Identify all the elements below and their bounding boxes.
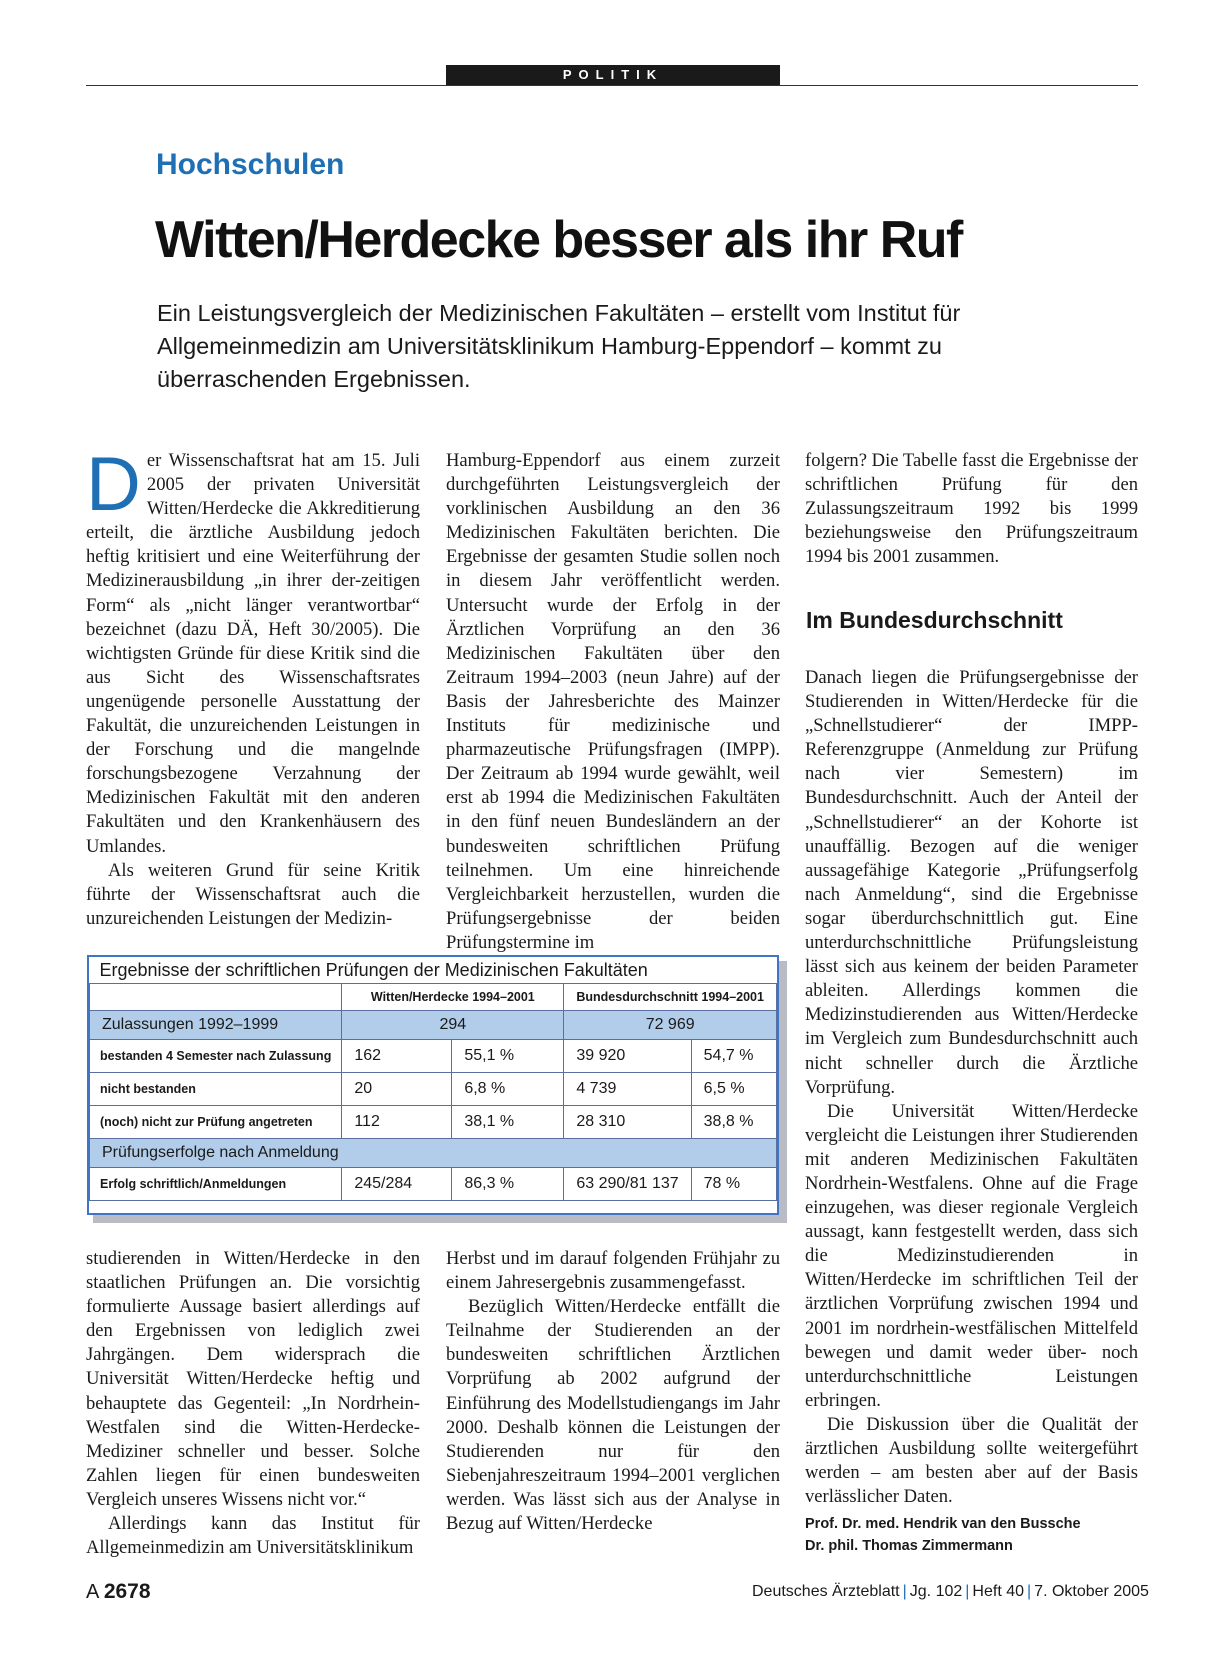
journal-name: Deutsches Ärzteblatt: [752, 1583, 900, 1600]
page-prefix: A: [86, 1581, 99, 1603]
table-cell: 6,8 %: [452, 1073, 564, 1106]
column-3-main: [805, 666, 1138, 1509]
separator: |: [1027, 1583, 1032, 1600]
table-row: [90, 1106, 777, 1139]
table-cell: 39 920: [564, 1040, 691, 1073]
table-cell: 4 739: [564, 1073, 691, 1106]
author-name: Prof. Dr. med. Hendrik van den Bussche: [805, 1516, 1081, 1532]
table-cell: 245/284: [342, 1168, 452, 1201]
article-lead: Ein Leistungsvergleich der Medizinischen Fakultäten – erstellt vom Institut für Allgemeinmedizin am Universitätsklinikum Hamburg-Eppendorf – kommt zu überraschenden Ergebnissen.: [157, 300, 961, 392]
separator: |: [902, 1583, 907, 1600]
column-2-top: [446, 449, 780, 955]
table-title: Ergebnisse der schriftlichen Prüfungen der Medizinischen Fakultäten: [99, 959, 648, 980]
paragraph: folgern? Die Tabelle fasst die Ergebnisse der schriftlichen Prüfung für den Zulassungszeitraum 1992 bis 1999 beziehungsweise den Prüfungszeitraum 1994 bis 2001 zusammen.: [805, 450, 1138, 568]
table-band-label: Prüfungserfolge nach Anmeldung: [90, 1139, 777, 1168]
paragraph: Danach liegen die Prüfungsergebnisse der Studierenden in Witten/Herdecke für die „Schnellstudierer“ der IMPP-Referenzgruppe (Anmeldung zur Prüfung nach vier Semestern) im Bundesdurchschnitt. Auch der Anteil der „Schnellstudierer“ an der Kohorte ist unauffällig. Bezogen auf die weniger aussagefähige Kategorie „Prüfungserfolg nach Anmeldung“, sind die Ergebnisse sogar überdurchschnittlich gut. Eine unterdurchschnittliche Prüfungsleistung lässt sich aus keinem der beiden Parameter ableiten. Allerdings kommen die Medizinstudierenden aus Witten/Herdecke im Vergleich zum Bundesdurchschnitt auch nicht schneller durch die Ärztliche Vorprüfung.: [805, 667, 1138, 1098]
paragraph: [86, 442, 420, 859]
table-band-row: [90, 1139, 777, 1168]
table-row-label: nicht bestanden: [90, 1073, 342, 1106]
table-cell: 38,8 %: [691, 1106, 776, 1139]
table-cell: 162: [342, 1040, 452, 1073]
table-row-label: bestanden 4 Semester nach Zulassung: [90, 1040, 342, 1073]
table-header-empty: [90, 984, 342, 1011]
article-headline: Witten/Herdecke besser als ihr Ruf: [155, 211, 962, 269]
page-number-value: 2678: [103, 1580, 151, 1603]
table-cell: 63 290/81 137: [564, 1168, 691, 1201]
paragraph: Hamburg-Eppendorf aus einem zurzeit durchgeführten Leistungsvergleich der vorklinischen Ausbildung an den 36 Medizinischen Fakultäten berichten. Die Ergebnisse der gesamten Studie sollen noch in diesem Jahr veröffentlicht werden. Untersucht wurde der Erfolg in der Ärztlichen Vorprüfung an den 36 Medizinischen Fakultäten über den Zeitraum 1994–2003 (neun Jahre) auf der Basis der Jahresberichte des Mainzer Instituts für medizinische und pharmazeutische Prüfungsfragen (IMPP). Der Zeitraum ab 1994 wurde gewählt, weil erst ab 1994 die Medizinischen Fakultäten in den fünf neuen Bundesländern an der bundesweiten schriftlichen Prüfung teilnehmen. Um eine hinreichende Vergleichbarkeit herzustellen, wurden die Prüfungsergebnisse der beiden Prüfungstermine im: [446, 450, 780, 953]
page-number: [86, 1580, 151, 1604]
paragraph: Bezüglich Witten/Herdecke entfällt die Teilnahme der Studierenden an der bundesweiten schriftlichen Ärztlichen Vorprüfung ab 2002 aufgrund der Einführung des Modellstudiengangs im Jahr 2000. Deshalb können die Leistungen der Studierenden nur für den Siebenjahreszeitraum 1994–2001 verglichen werden. Was lässt sich aus der Analyse in Bezug auf Witten/Herdecke: [446, 1296, 780, 1535]
column-2-bottom: [446, 1247, 780, 1536]
table-cell: 86,3 %: [452, 1168, 564, 1201]
table-row-label: Erfolg schriftlich/Anmeldungen: [90, 1168, 342, 1201]
table-cell: 112: [342, 1106, 452, 1139]
paragraph: studierenden in Witten/Herdecke in den staatlichen Prüfungen an. Die vorsichtig formulierte Aussage basiert allerdings auf den Ergebnissen von lediglich zwei Jahrgängen. Dem widersprach die Universität Witten/Herdecke heftig und behauptete das Gegenteil: „In Nordrhein-Westfalen sind die Witten-Herdecke-Mediziner schneller und besser. Solche Zahlen liegen für einen bundesweiten Vergleich unseres Wissens nicht vor.“: [86, 1248, 420, 1510]
table-cell: 72 969: [564, 1011, 777, 1040]
date: 7. Oktober 2005: [1034, 1583, 1149, 1600]
section-label: POLITIK: [446, 65, 780, 85]
issue: Heft 40: [972, 1583, 1025, 1600]
table-header-bd: Bundesdurchschnitt 1994–2001: [564, 984, 777, 1011]
table-header-wh: Witten/Herdecke 1994–2001: [342, 984, 564, 1011]
table-cell: 294: [342, 1011, 564, 1040]
paragraph-text: er Wissenschaftsrat hat am 15. Juli 2005 der privaten Universität Witten/Herdecke die Akkreditierung erteilt, die ärztliche Ausbildung jedoch heftig kritisiert und eine Weiterführung der Medizinerausbildung „in ihrer der-zeitigen Form“ als „nicht länger verantwortbar“ bezeichnet (dazu DÄ, Heft 30/2005). Die wichtigsten Gründe für diese Kritik sind die aus Sicht des Wissenschaftsrates ungenügende personelle Ausstattung der Fakultät, die unzureichenden Leistungen in der Forschung und die mangelnde forschungsbezogene Verzahnung der Medizinischen Fakultät mit den anderen Fakultäten und den Krankenhäusern des Umlandes.: [86, 450, 420, 857]
table-cell: 78 %: [691, 1168, 776, 1201]
table-row: [90, 1168, 777, 1201]
author-name: Dr. phil. Thomas Zimmermann: [805, 1538, 1013, 1554]
footer-citation: [752, 1583, 1149, 1601]
table-cell: 28 310: [564, 1106, 691, 1139]
column-1-bottom: [86, 1247, 420, 1560]
paragraph: Als weiteren Grund für seine Kritik führte der Wissenschaftsrat auch die unzureichenden Leistungen der Medizin-: [86, 859, 420, 929]
table-band-label: Zulassungen 1992–1999: [90, 1011, 342, 1040]
article-kicker: Hochschulen: [156, 148, 345, 181]
table-cell: 6,5 %: [691, 1073, 776, 1106]
drop-cap: D: [86, 442, 141, 527]
table-row: [90, 1040, 777, 1073]
section-subheading: Im Bundesdurchschnitt: [806, 607, 1063, 633]
table-row-label: (noch) nicht zur Prüfung angetreten: [90, 1106, 342, 1139]
table-cell: 38,1 %: [452, 1106, 564, 1139]
column-1-top: [86, 442, 420, 931]
volume: Jg. 102: [909, 1583, 963, 1600]
table-cell: 55,1 %: [452, 1040, 564, 1073]
table-cell: 20: [342, 1073, 452, 1106]
paragraph: Allerdings kann das Institut für Allgemeinmedizin am Universitätsklinikum: [86, 1513, 420, 1559]
table-band-row: [90, 1011, 777, 1040]
paragraph: Die Diskussion über die Qualität der ärztlichen Ausbildung sollte weitergeführt werden – am besten aber auf der Basis verlässlicher Daten.: [805, 1413, 1138, 1508]
column-3-top: [805, 449, 1138, 569]
table-header-row: [90, 984, 777, 1011]
table-title-row: [90, 957, 777, 984]
results-table: [87, 955, 779, 1215]
paragraph: Herbst und im darauf folgenden Frühjahr zu einem Jahresergebnis zusammengefasst.: [446, 1248, 780, 1294]
table-row: [90, 1073, 777, 1106]
header-rule: [86, 85, 1138, 86]
separator: |: [965, 1583, 970, 1600]
table-cell: 54,7 %: [691, 1040, 776, 1073]
paragraph: Die Universität Witten/Herdecke vergleicht die Leistungen ihrer Studierenden mit anderen Medizinischen Fakultäten Nordrhein-Westfalens. Ohne auf die Frage einzugehen, was dieser regionale Vergleich aussagt, kann festgestellt werden, dass sich die Medizinstudierenden in Witten/Herdecke im schriftlichen Teil der ärztlichen Vorprüfung zwischen 1994 und 2001 im nordrhein-westfälischen Mittelfeld bewegen und damit weder über- noch unterdurchschnittliche Leistungen erbringen.: [805, 1100, 1138, 1411]
